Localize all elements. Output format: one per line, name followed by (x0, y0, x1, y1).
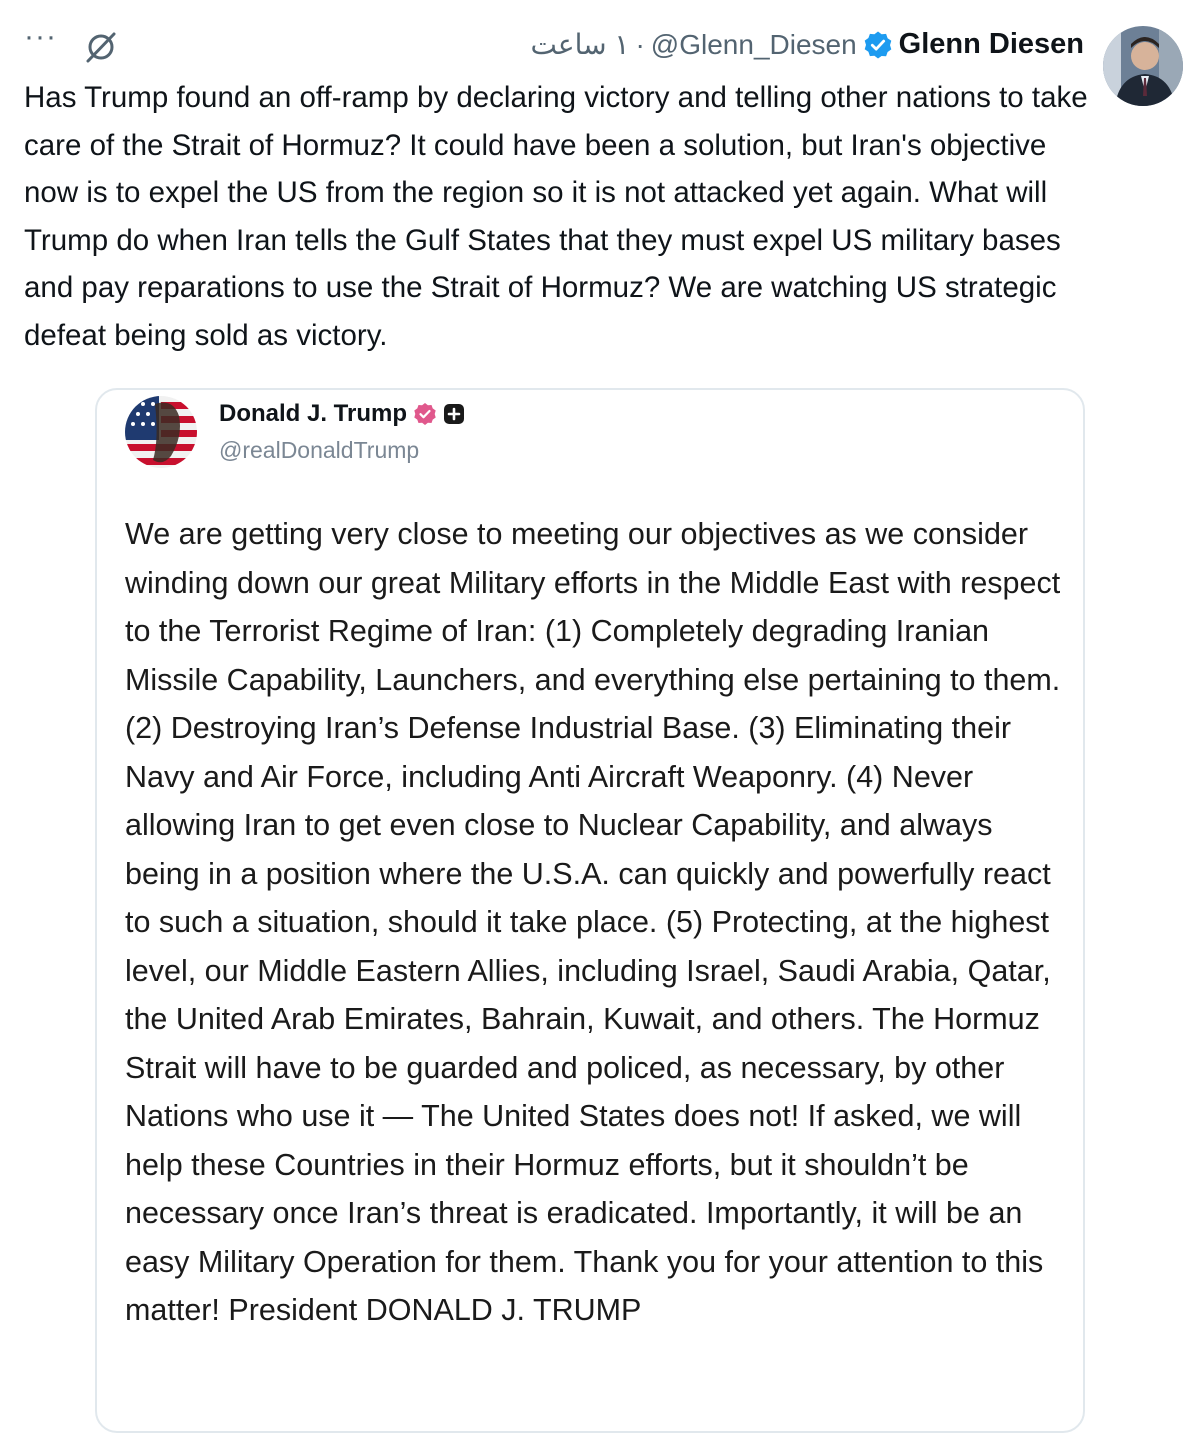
separator: · (635, 28, 645, 60)
quoted-handle[interactable]: @realDonaldTrump (219, 437, 420, 463)
quoted-text: We are getting very close to meeting our objectives as we consider winding down our great Military efforts in the Middle East with respect to the Terrorist Regime of Iran: (1) Completely degrading Iranian Missile Capability, Launchers, and everything else pertaining to them. (2) Destroying Iran’s Defense Industrial Base. (3) Eliminating their Navy and Air Force, including Anti Aircraft Weaponry. (4) Never allowing Iran to get even close to Nuclear Capability, and always being in a position where the U.S.A. can quickly and powerfully react to such a situation, should it take place. (5) Protecting, at the highest level, our Middle Eastern Allies, including Israel, Saudi Arabia, Qatar, the United Arab Emirates, Bahrain, Kuwait, and others. The Hormuz Strait will have to be guarded and policed, as necessary, by other Nations who use it — The United States does not! If asked, we will help these Countries in their Hormuz efforts, but it shouldn’t be necessary once Iran’s threat is eradicated. Importantly, it will be an easy Military Operation for them. Thank you for your attention to this matter! President DONALD J. TRUMP (125, 517, 1061, 1327)
avatar[interactable] (1103, 26, 1183, 106)
timestamp[interactable]: ۱ ساعت (530, 29, 630, 60)
quoted-name-row (219, 400, 465, 428)
tweet-text: Has Trump found an off-ramp by declaring victory and telling other nations to take care of the Strait of Hormuz? It could have been a solution, but Iran's objective now is to expel the US from the region so it is not attacked yet again. What will Trump do when Iran tells the Gulf States that they must expel US military bases and pay reparations to use the Strait of Hormuz? We are watching US strategic defeat being sold as victory. (24, 81, 1088, 352)
quoted-display-name[interactable]: Donald J. Trump (219, 400, 408, 427)
more-icon[interactable]: ··· (24, 20, 57, 53)
post-header (530, 28, 1084, 61)
verified-badge-icon (413, 402, 437, 426)
quoted-avatar[interactable] (125, 396, 197, 468)
plus-badge-icon (443, 403, 465, 425)
grok-icon[interactable] (84, 30, 118, 64)
handle[interactable]: @Glenn_Diesen (650, 28, 857, 60)
display-name[interactable]: Glenn Diesen (898, 28, 1084, 60)
verified-badge-icon[interactable] (863, 30, 893, 60)
quoted-post[interactable] (95, 388, 1085, 1433)
